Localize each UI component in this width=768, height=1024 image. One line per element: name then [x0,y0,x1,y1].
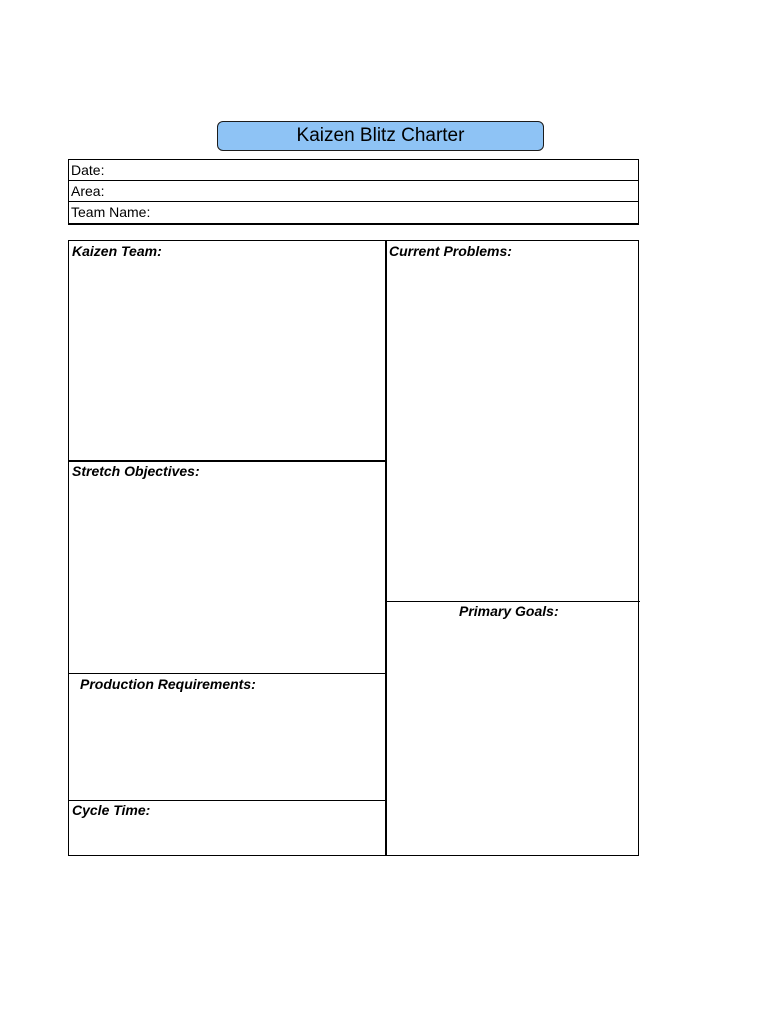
primary-goals-section[interactable] [386,602,640,856]
cycle-time-section[interactable] [69,801,385,856]
current-problems-section[interactable] [386,241,640,601]
stretch-objectives-section[interactable] [69,461,385,673]
kaizen-team-section[interactable] [69,241,385,460]
team-name-field[interactable] [69,202,638,223]
primary-goals-label: Primary Goals: [459,603,559,619]
charter-title: Kaizen Blitz Charter [296,125,465,146]
area-label: Area: [71,183,105,199]
cycle-time-label: Cycle Time: [72,802,151,818]
team-name-label: Team Name: [71,204,151,220]
info-table [68,159,639,225]
production-requirements-section[interactable] [69,674,385,800]
production-requirements-label: Production Requirements: [80,676,256,692]
area-field[interactable] [69,181,638,202]
date-label: Date: [71,162,105,178]
charter-title-box [217,121,544,151]
charter-grid [68,240,639,856]
stretch-objectives-label: Stretch Objectives: [72,463,200,479]
current-problems-label: Current Problems: [389,243,512,259]
date-field[interactable] [69,160,638,181]
kaizen-team-label: Kaizen Team: [72,243,162,259]
